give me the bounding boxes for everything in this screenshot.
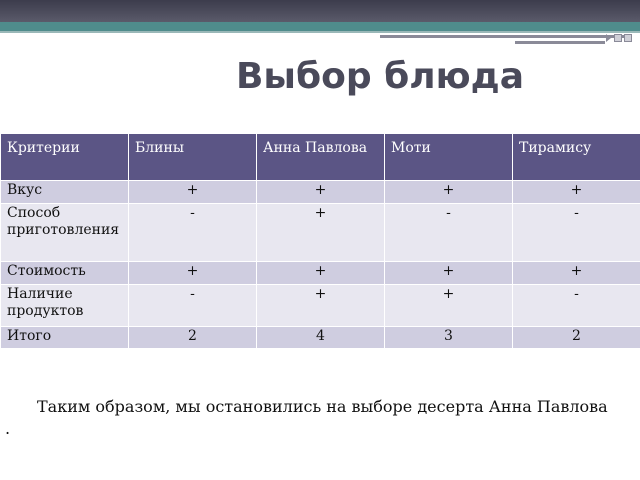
decor-line — [380, 35, 630, 38]
table-row — [1, 204, 640, 262]
decor-square-icon — [624, 34, 632, 42]
table-cell: + — [257, 285, 385, 327]
decor-line — [515, 41, 605, 44]
table-cell: 2 — [129, 327, 257, 349]
table-cell: + — [385, 285, 513, 327]
table-cell: + — [257, 181, 385, 204]
row-label: Стоимость — [1, 262, 129, 285]
row-label: Вкус — [1, 181, 129, 204]
header-tiramisu: Тирамису — [513, 134, 640, 181]
decor-square-icon — [614, 34, 622, 42]
row-label: Способ приготовления — [1, 204, 129, 262]
criteria-table — [0, 133, 640, 349]
table-row — [1, 181, 640, 204]
table-row — [1, 262, 640, 285]
table-cell: + — [257, 204, 385, 262]
conclusion-text: Таким образом, мы остановились на выборе десерта Анна Павлова . — [5, 397, 608, 438]
table-cell: + — [513, 181, 640, 204]
table-cell: 4 — [257, 327, 385, 349]
slide-accent-line — [0, 31, 640, 33]
table-cell: + — [513, 262, 640, 285]
row-label: Итого — [1, 327, 129, 349]
table-header-row — [1, 134, 640, 181]
header-criteria: Критерии — [1, 134, 129, 181]
table-row — [1, 285, 640, 327]
header-anna-pavlova: Анна Павлова — [257, 134, 385, 181]
table-cell: + — [385, 262, 513, 285]
table-cell: + — [129, 181, 257, 204]
header-bliny: Блины — [129, 134, 257, 181]
table-cell: + — [129, 262, 257, 285]
table-cell: - — [129, 285, 257, 327]
table-cell: - — [513, 204, 640, 262]
table-cell: - — [129, 204, 257, 262]
decor-arrow-icon — [606, 34, 611, 42]
row-label: Наличие продуктов — [1, 285, 129, 327]
table-cell: + — [385, 181, 513, 204]
slide-title: Выбор блюда — [235, 56, 525, 97]
table-row-total — [1, 327, 640, 349]
table-cell: 3 — [385, 327, 513, 349]
table-cell: + — [257, 262, 385, 285]
slide-accent-band — [0, 22, 640, 31]
table-cell: 2 — [513, 327, 640, 349]
slide-top-bar — [0, 0, 640, 22]
table-cell: - — [385, 204, 513, 262]
header-moti: Моти — [385, 134, 513, 181]
table-cell: - — [513, 285, 640, 327]
